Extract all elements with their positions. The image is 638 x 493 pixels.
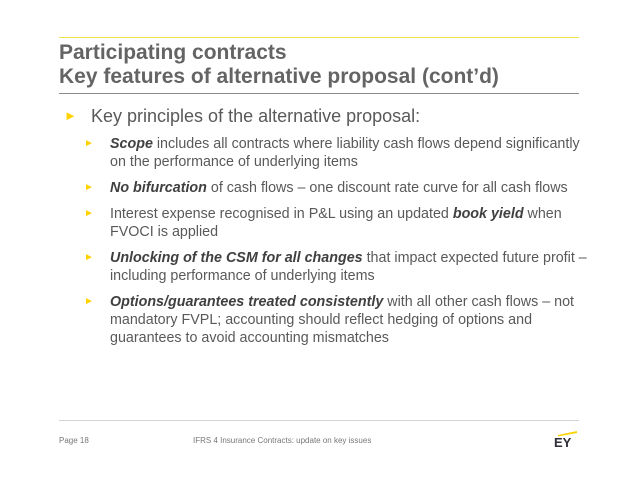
- sub-bullet-emphasis: book yield: [452, 206, 524, 222]
- footer-divider: [59, 420, 579, 421]
- sub-bullet-text-pre: Interest expense recognised in P&L using an updated: [110, 206, 453, 222]
- triangle-bullet-icon: ►: [64, 108, 77, 123]
- main-bullet: [64, 105, 420, 127]
- slide-title: [59, 41, 589, 89]
- sub-bullet-emphasis: Scope: [110, 136, 153, 152]
- page-number: Page 18: [59, 436, 89, 445]
- sub-bullet-options-guarantees: [84, 293, 594, 347]
- title-divider: [59, 93, 579, 94]
- title-line-2: Key features of alternative proposal (cont’d): [59, 65, 499, 88]
- sub-bullet-list: [84, 135, 594, 355]
- sub-bullet-bifurcation: [84, 179, 594, 197]
- ey-logo-icon: [549, 430, 581, 448]
- triangle-bullet-icon: ►: [84, 208, 94, 219]
- sub-bullet-text: includes all contracts where liability cash flows depend significantly on the performance of underlying items: [110, 136, 580, 170]
- sub-bullet-text: of cash flows – one discount rate curve for all cash flows: [206, 180, 568, 196]
- triangle-bullet-icon: ►: [84, 138, 94, 149]
- sub-bullet-text: when FVOCI is applied: [110, 206, 562, 240]
- main-bullet-text: Key principles of the alternative proposal:: [91, 106, 421, 126]
- triangle-bullet-icon: ►: [84, 252, 94, 263]
- ey-logo-text: EY: [554, 435, 572, 448]
- top-accent-rule: [59, 37, 579, 38]
- sub-bullet-csm-unlocking: [84, 249, 594, 285]
- sub-bullet-emphasis: No bifurcation: [110, 180, 207, 196]
- title-line-1: Participating contracts: [59, 41, 287, 64]
- sub-bullet-interest-expense: [84, 205, 594, 241]
- triangle-bullet-icon: ►: [84, 182, 94, 193]
- sub-bullet-emphasis: Unlocking of the CSM for all changes: [110, 250, 363, 266]
- sub-bullet-text: that impact expected future profit – including performance of underlying items: [110, 250, 587, 284]
- footer-title: IFRS 4 Insurance Contracts: update on key issues: [193, 436, 372, 445]
- sub-bullet-emphasis: Options/guarantees treated consistently: [110, 294, 384, 310]
- triangle-bullet-icon: ►: [84, 296, 94, 307]
- sub-bullet-text: with all other cash flows – not mandatory FVPL; accounting should reflect hedging of options and guarantees to avoid accounting mismatches: [110, 294, 575, 346]
- sub-bullet-scope: [84, 135, 594, 171]
